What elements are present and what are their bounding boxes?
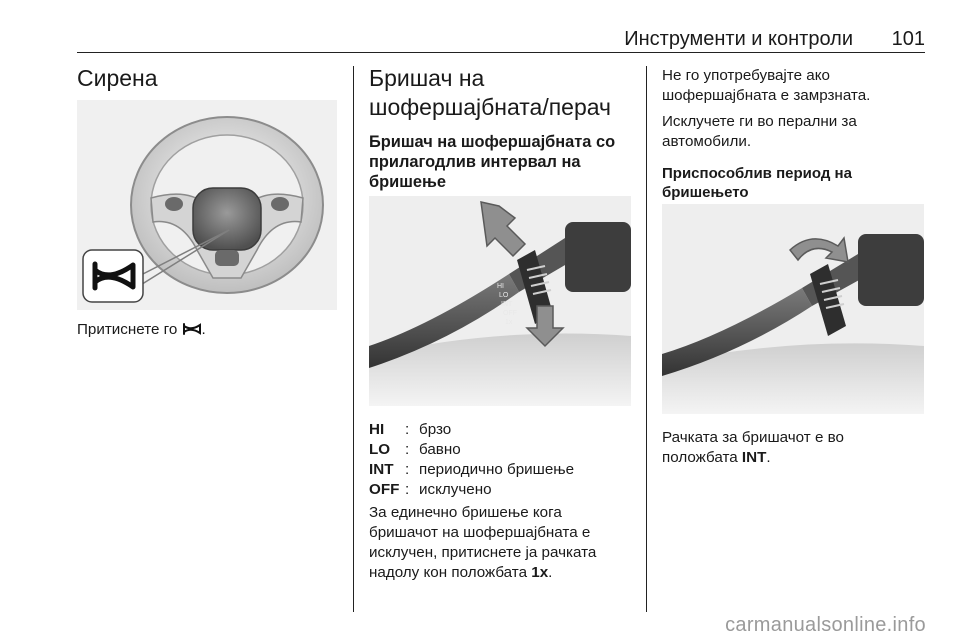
lever-label-1x: 1x bbox=[505, 319, 513, 326]
column-divider-2 bbox=[646, 66, 647, 612]
wiper-interval-figure bbox=[662, 204, 924, 414]
lever-label-lo: LO bbox=[499, 292, 509, 299]
rotate-arrow-icon bbox=[790, 238, 848, 262]
single-wipe-paragraph: За единечно бришење кога бришачот на шофершајбната е исклучен, притиснете ја рачката надолу кон положбата 1x. bbox=[369, 504, 597, 581]
page-header bbox=[77, 26, 925, 53]
wiper-subheading-line-1: Бришач на шофершајбната со bbox=[369, 133, 616, 151]
wiper-settings-list bbox=[369, 420, 631, 500]
note-1-line-1: Не го употребувајте ако bbox=[662, 67, 830, 84]
setting-row-lo: LO : бавно bbox=[369, 441, 461, 458]
horn-heading: Сирена bbox=[77, 65, 158, 91]
wiper-subheading-line-2: прилагодлив интервал на bbox=[369, 153, 581, 171]
setting-row-hi: HI : брзо bbox=[369, 421, 452, 438]
interval-subheading-line-1: Приспособлив период на bbox=[662, 165, 852, 182]
page-number: 101 bbox=[891, 28, 925, 50]
horn-instruction: Притиснете го . bbox=[77, 321, 206, 338]
horn-section bbox=[77, 64, 339, 93]
setting-row-off: OFF : исклучено bbox=[369, 481, 492, 498]
interval-caption: Рачката за бришачот е во положбата INT. bbox=[662, 429, 844, 466]
header-title: Инструменти и контроли bbox=[624, 28, 853, 50]
wiper-lever-illustration bbox=[369, 196, 631, 406]
wiper-notes-section bbox=[662, 66, 926, 202]
lever-label-off: OFF bbox=[503, 310, 517, 317]
steering-wheel-figure bbox=[77, 100, 337, 310]
steering-wheel-illustration bbox=[77, 100, 337, 310]
setting-row-int: INT : периодично бришење bbox=[369, 461, 575, 478]
note-2-line-2: автомобили. bbox=[662, 133, 752, 150]
wiper-heading-line-2: шофершајбната/перач bbox=[369, 94, 612, 120]
wiper-subheading-line-3: бришење bbox=[369, 173, 446, 191]
interval-subheading-line-2: бришењето bbox=[662, 184, 749, 201]
note-2-line-1: Исклучете ги во перални за bbox=[662, 113, 857, 130]
wiper-section bbox=[369, 64, 631, 192]
arrow-up-icon bbox=[481, 202, 525, 256]
horn-icon bbox=[182, 322, 202, 336]
wiper-interval-illustration bbox=[662, 204, 924, 414]
watermark: carmanualsonline.info bbox=[725, 614, 926, 636]
note-1-line-2: шофершајбната е замрзната. bbox=[662, 87, 871, 104]
column-divider-1 bbox=[353, 66, 354, 612]
wiper-heading-line-1: Бришач на bbox=[369, 65, 485, 91]
wiper-lever-figure bbox=[369, 196, 631, 406]
lever-label-hi: HI bbox=[497, 283, 504, 290]
lever-label-int: INT bbox=[501, 301, 513, 308]
